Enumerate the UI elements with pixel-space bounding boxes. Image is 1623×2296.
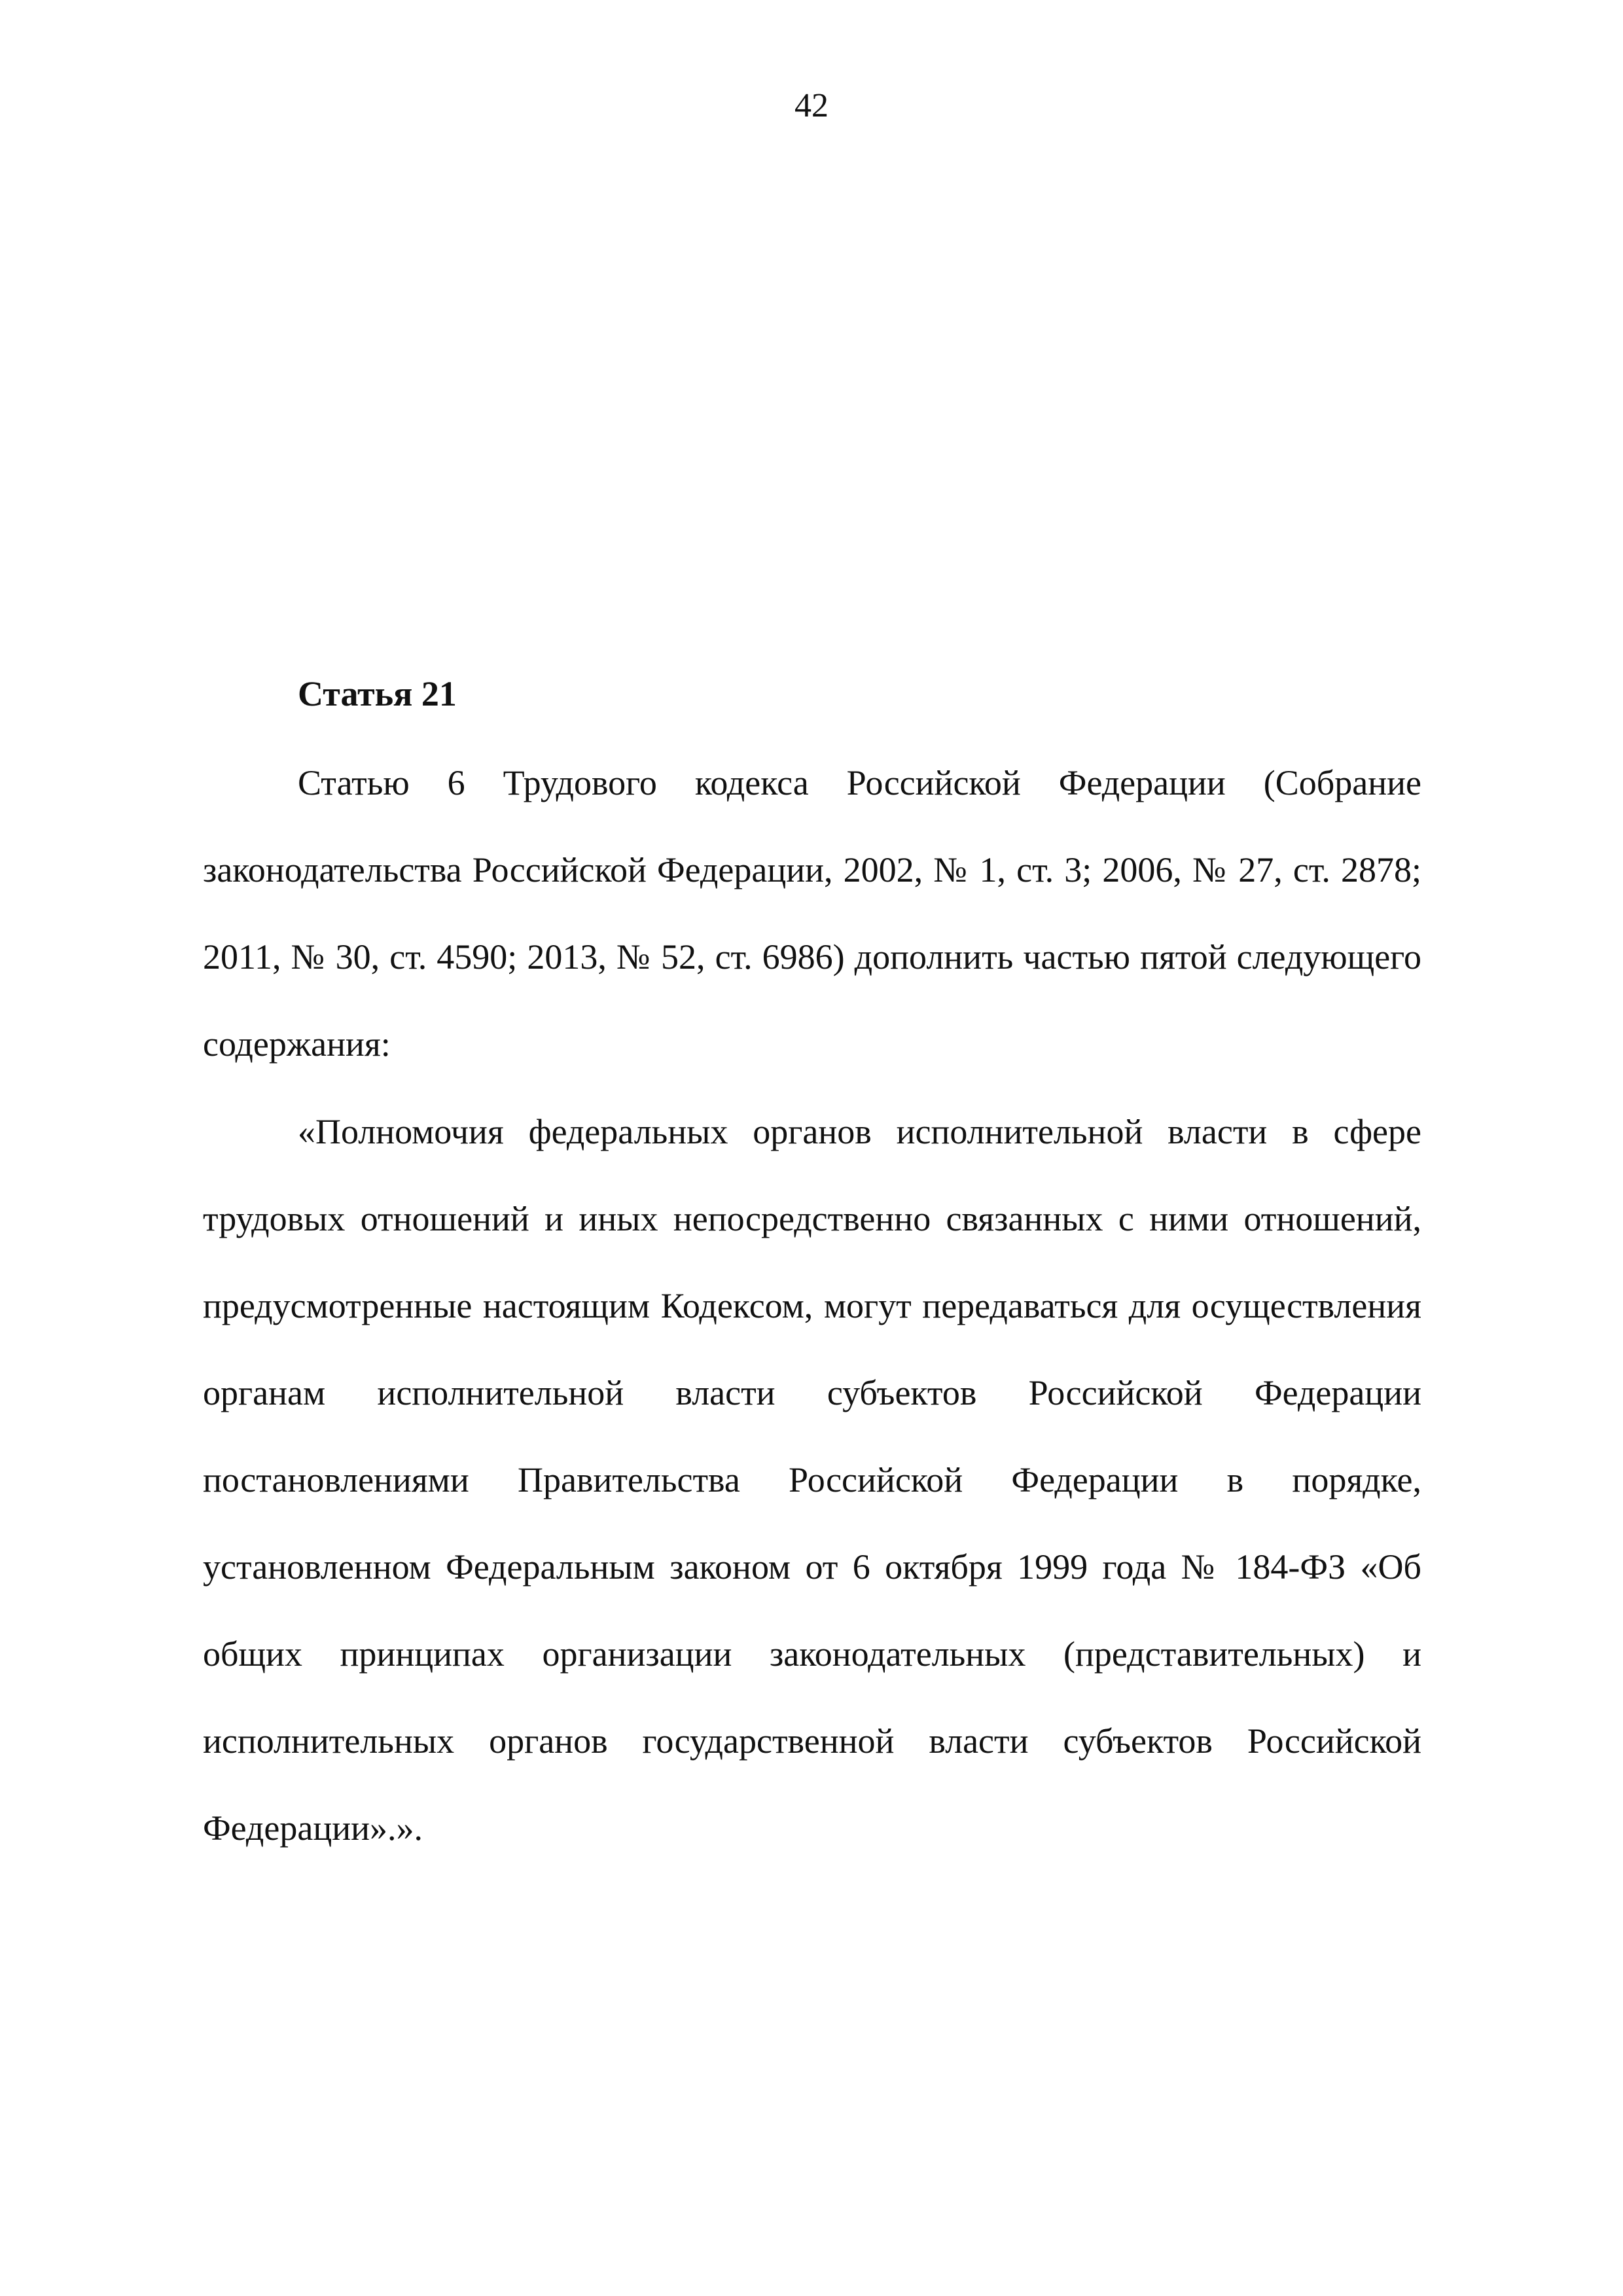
page-number: 42: [794, 87, 829, 124]
article-paragraph-amendment-instruction: Статью 6 Трудового кодекса Российской Федерации (Собрание законодательства Российской Федерации, 2002, № 1, ст. 3; 2006, № 27, ст. 2878; 2011, № 30, ст. 4590; 2013, № 52, ст. 6986) дополнить частью пятой следующего содержания:: [203, 763, 1421, 1064]
article-heading: Статья 21: [298, 674, 457, 713]
article-paragraph-amendment-text: «Полномочия федеральных органов исполнительной власти в сфере трудовых отношений и иных непосредственно связанных с ними отношений, предусмотренные настоящим Кодексом, могут передаваться для осуществления органам исполнительной власти субъектов Российской Федерации постановлениями Правительства Российской Федерации в порядке, установленном Федеральным законом от 6 октября 1999 года № 184-ФЗ «Об общих принципах организации законодательных (представительных) и исполнительных органов государственной власти субъектов Российской Федерации».».: [203, 1112, 1421, 1848]
